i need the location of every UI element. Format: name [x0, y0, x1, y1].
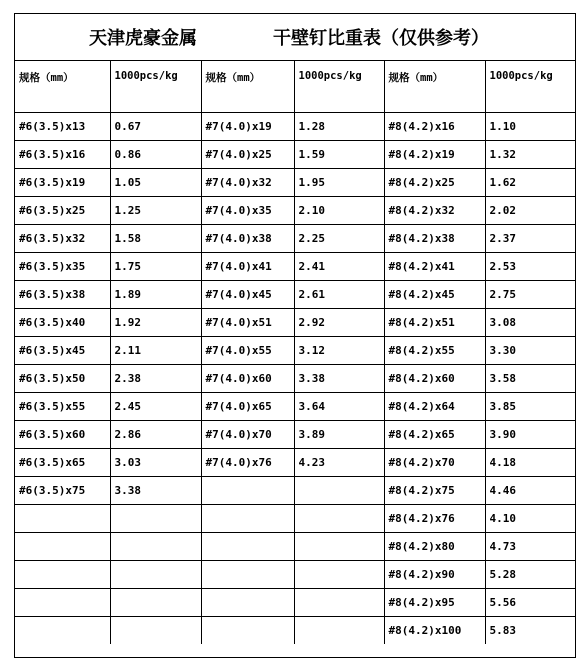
weight-cell: 2.92 — [294, 308, 384, 336]
weight-cell: 1.25 — [110, 196, 201, 224]
spec-cell: #7(4.0)x45 — [201, 280, 294, 308]
weight-cell: 1.32 — [485, 140, 576, 168]
spec-cell: #6(3.5)x38 — [15, 280, 110, 308]
spec-cell: #6(3.5)x32 — [15, 224, 110, 252]
weight-cell: 1.28 — [294, 112, 384, 140]
table-row — [15, 252, 576, 280]
weight-cell: 1.95 — [294, 168, 384, 196]
weight-cell — [110, 560, 201, 588]
spec-cell: #7(4.0)x51 — [201, 308, 294, 336]
weight-cell: 2.41 — [294, 252, 384, 280]
spec-cell — [201, 476, 294, 504]
weight-cell — [294, 532, 384, 560]
document-title: 干壁钉比重表（仅供参考） — [273, 28, 489, 49]
weight-cell — [294, 476, 384, 504]
table-row — [15, 168, 576, 196]
spec-cell — [15, 588, 110, 616]
table-body — [15, 112, 576, 644]
weight-cell: 1.59 — [294, 140, 384, 168]
spec-cell: #6(3.5)x60 — [15, 420, 110, 448]
weight-table-sheet — [14, 13, 576, 658]
spec-cell: #8(4.2)x80 — [384, 532, 485, 560]
spec-cell: #7(4.0)x76 — [201, 448, 294, 476]
column-header-weight-6: 1000pcs/kg — [110, 60, 201, 112]
spec-cell: #6(3.5)x65 — [15, 448, 110, 476]
table-row — [15, 560, 576, 588]
spec-cell: #7(4.0)x25 — [201, 140, 294, 168]
spec-cell: #7(4.0)x19 — [201, 112, 294, 140]
spec-cell: #7(4.0)x60 — [201, 364, 294, 392]
spec-cell: #8(4.2)x90 — [384, 560, 485, 588]
weight-cell: 4.23 — [294, 448, 384, 476]
table-row — [15, 224, 576, 252]
spec-cell: #7(4.0)x38 — [201, 224, 294, 252]
spec-cell — [15, 560, 110, 588]
spec-cell: #8(4.2)x38 — [384, 224, 485, 252]
spec-cell: #8(4.2)x65 — [384, 420, 485, 448]
spec-cell: #8(4.2)x70 — [384, 448, 485, 476]
weight-cell — [110, 616, 201, 644]
spec-cell — [15, 532, 110, 560]
column-header-spec-8: 规格（mm） — [384, 60, 485, 112]
weight-cell: 2.86 — [110, 420, 201, 448]
weight-cell — [294, 560, 384, 588]
spec-cell: #8(4.2)x45 — [384, 280, 485, 308]
weight-cell: 3.30 — [485, 336, 576, 364]
spec-cell: #8(4.2)x32 — [384, 196, 485, 224]
spec-cell: #6(3.5)x16 — [15, 140, 110, 168]
column-header-spec-7: 规格（mm） — [201, 60, 294, 112]
spec-cell — [201, 504, 294, 532]
weight-cell: 4.73 — [485, 532, 576, 560]
weight-cell: 3.89 — [294, 420, 384, 448]
spec-cell: #8(4.2)x60 — [384, 364, 485, 392]
weight-cell: 1.05 — [110, 168, 201, 196]
weight-cell — [110, 504, 201, 532]
weight-cell: 5.28 — [485, 560, 576, 588]
weight-cell: 1.89 — [110, 280, 201, 308]
weight-cell — [294, 504, 384, 532]
spec-cell: #6(3.5)x50 — [15, 364, 110, 392]
table-row — [15, 392, 576, 420]
spec-cell — [201, 560, 294, 588]
weight-cell: 2.10 — [294, 196, 384, 224]
table-row — [15, 280, 576, 308]
weight-cell: 2.61 — [294, 280, 384, 308]
spec-cell: #8(4.2)x16 — [384, 112, 485, 140]
spec-cell — [201, 616, 294, 644]
company-name: 天津虎豪金属 — [89, 28, 197, 49]
spec-cell — [15, 504, 110, 532]
weight-table — [15, 60, 576, 644]
spec-cell: #6(3.5)x25 — [15, 196, 110, 224]
spec-cell: #7(4.0)x41 — [201, 252, 294, 280]
spec-cell: #7(4.0)x32 — [201, 168, 294, 196]
table-row — [15, 504, 576, 532]
weight-cell: 3.12 — [294, 336, 384, 364]
spec-cell: #8(4.2)x100 — [384, 616, 485, 644]
weight-cell: 1.58 — [110, 224, 201, 252]
weight-cell: 2.11 — [110, 336, 201, 364]
table-row — [15, 308, 576, 336]
weight-cell: 1.10 — [485, 112, 576, 140]
weight-cell — [110, 588, 201, 616]
weight-cell — [294, 588, 384, 616]
spec-cell: #6(3.5)x13 — [15, 112, 110, 140]
table-row — [15, 448, 576, 476]
spec-cell: #8(4.2)x51 — [384, 308, 485, 336]
weight-cell: 3.38 — [110, 476, 201, 504]
spec-cell: #8(4.2)x25 — [384, 168, 485, 196]
spec-cell: #6(3.5)x55 — [15, 392, 110, 420]
weight-cell: 5.83 — [485, 616, 576, 644]
column-header-weight-7: 1000pcs/kg — [294, 60, 384, 112]
weight-cell: 5.56 — [485, 588, 576, 616]
weight-cell — [294, 616, 384, 644]
weight-cell: 0.67 — [110, 112, 201, 140]
weight-cell: 3.38 — [294, 364, 384, 392]
column-header-weight-8: 1000pcs/kg — [485, 60, 576, 112]
weight-cell: 4.46 — [485, 476, 576, 504]
spec-cell: #7(4.0)x35 — [201, 196, 294, 224]
spec-cell: #8(4.2)x55 — [384, 336, 485, 364]
title-bar — [15, 14, 575, 61]
spec-cell: #7(4.0)x55 — [201, 336, 294, 364]
weight-cell — [110, 532, 201, 560]
table-header-row — [15, 60, 576, 112]
weight-cell: 1.62 — [485, 168, 576, 196]
weight-cell: 2.75 — [485, 280, 576, 308]
column-header-spec-6: 规格（mm） — [15, 60, 110, 112]
weight-cell: 3.85 — [485, 392, 576, 420]
spec-cell: #8(4.2)x41 — [384, 252, 485, 280]
table-row — [15, 616, 576, 644]
weight-cell: 3.08 — [485, 308, 576, 336]
spec-cell — [201, 532, 294, 560]
table-row — [15, 196, 576, 224]
weight-cell: 4.18 — [485, 448, 576, 476]
spec-cell: #6(3.5)x75 — [15, 476, 110, 504]
table-row — [15, 140, 576, 168]
table-row — [15, 532, 576, 560]
spec-cell: #7(4.0)x65 — [201, 392, 294, 420]
weight-cell: 3.58 — [485, 364, 576, 392]
spec-cell: #8(4.2)x19 — [384, 140, 485, 168]
weight-cell: 2.37 — [485, 224, 576, 252]
weight-cell: 2.02 — [485, 196, 576, 224]
spec-cell: #8(4.2)x76 — [384, 504, 485, 532]
weight-cell: 1.75 — [110, 252, 201, 280]
weight-cell: 0.86 — [110, 140, 201, 168]
spec-cell — [201, 588, 294, 616]
table-row — [15, 476, 576, 504]
weight-cell: 3.03 — [110, 448, 201, 476]
weight-cell: 3.64 — [294, 392, 384, 420]
table-row — [15, 420, 576, 448]
spec-cell: #6(3.5)x45 — [15, 336, 110, 364]
spec-cell: #8(4.2)x64 — [384, 392, 485, 420]
spec-cell — [15, 616, 110, 644]
weight-cell: 3.90 — [485, 420, 576, 448]
weight-cell: 1.92 — [110, 308, 201, 336]
table-row — [15, 112, 576, 140]
spec-cell: #6(3.5)x40 — [15, 308, 110, 336]
weight-cell: 4.10 — [485, 504, 576, 532]
weight-cell: 2.45 — [110, 392, 201, 420]
weight-cell: 2.53 — [485, 252, 576, 280]
spec-cell: #6(3.5)x35 — [15, 252, 110, 280]
weight-cell: 2.25 — [294, 224, 384, 252]
spec-cell: #8(4.2)x75 — [384, 476, 485, 504]
spec-cell: #6(3.5)x19 — [15, 168, 110, 196]
spec-cell: #7(4.0)x70 — [201, 420, 294, 448]
spec-cell: #8(4.2)x95 — [384, 588, 485, 616]
table-row — [15, 588, 576, 616]
weight-cell: 2.38 — [110, 364, 201, 392]
table-row — [15, 364, 576, 392]
table-row — [15, 336, 576, 364]
